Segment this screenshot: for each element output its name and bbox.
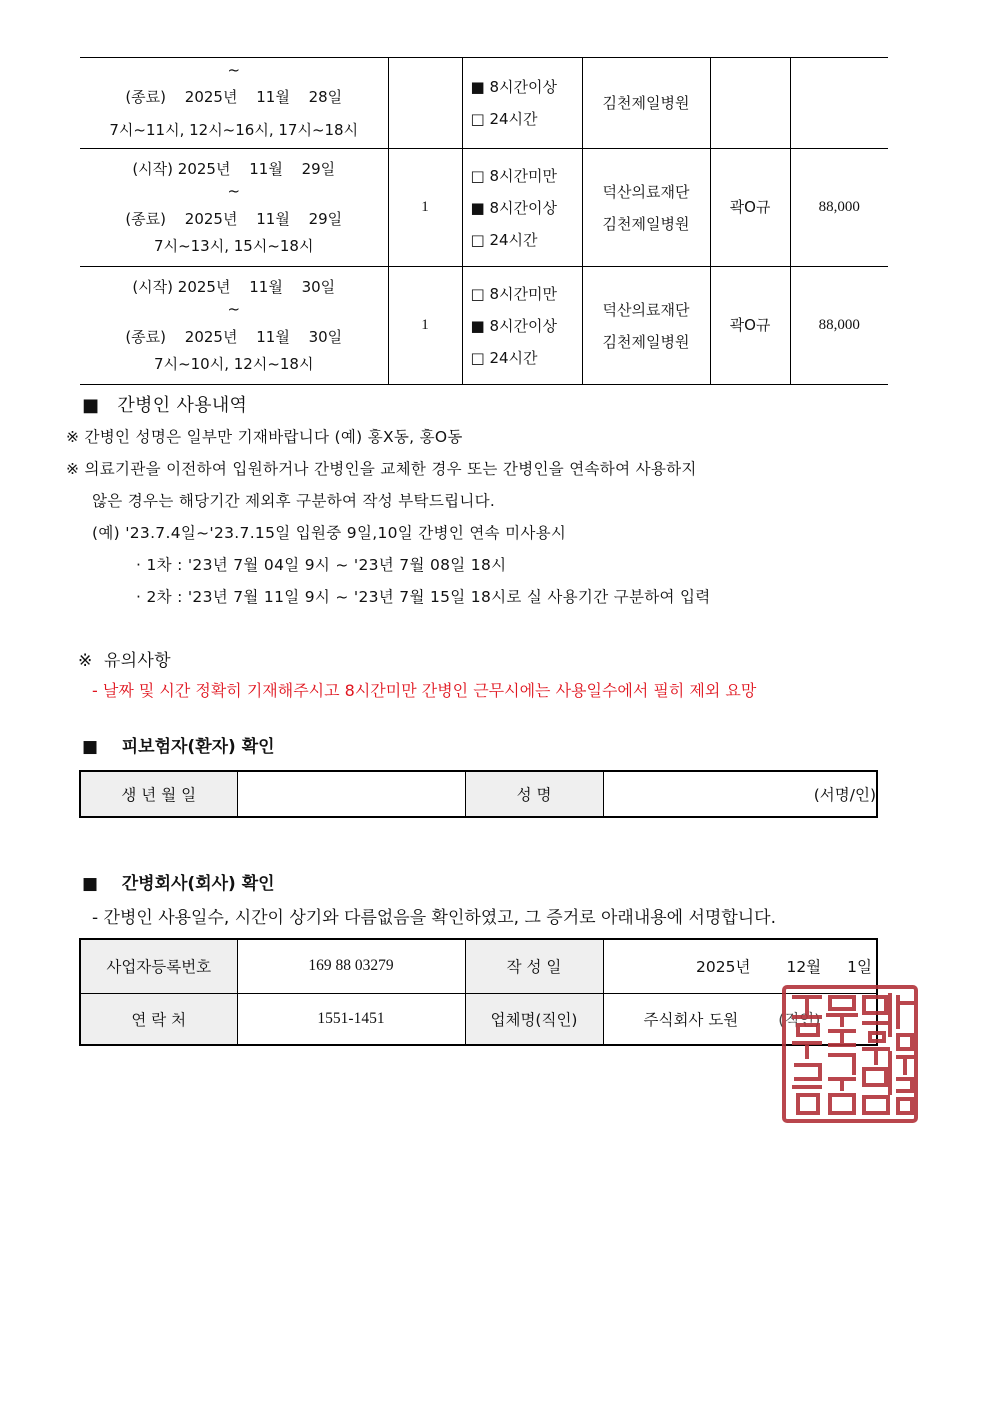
days-cell: [388, 58, 462, 149]
period-tilde: ~: [227, 182, 241, 201]
period-tilde: ~: [227, 300, 241, 319]
checkbox-8h-under[interactable]: □ 8시간미만: [470, 284, 557, 303]
period-cell: [80, 267, 388, 385]
note-transfer-rule-cont: 않은 경우는 해당기간 제외후 구분하여 작성 부탁드립니다.: [92, 492, 496, 510]
usage-section-title: ■ 간병인 사용내역: [82, 395, 248, 416]
example-first: · 1차 : '23년 7월 04일 9시 ~ '23년 7월 08일 18시: [136, 556, 507, 574]
period-cell: [80, 58, 388, 149]
period-times: 7시~11시, 12시~16시, 17시~18시: [109, 121, 359, 140]
type-cell: [462, 149, 582, 267]
seal-hint: (직인): [778, 1010, 821, 1029]
period-cell: [80, 149, 388, 267]
type-cell: [462, 58, 582, 149]
caregiver-cell: [710, 58, 790, 149]
reg-no-value: 169 88 03279: [237, 939, 465, 993]
usage-row: [80, 267, 888, 385]
date-value: 2025년 12월 1일: [603, 939, 877, 993]
usage-table: [80, 57, 888, 385]
example-second: · 2차 : '23년 7월 11일 9시 ~ '23년 7월 15일 18시로 실 사용기간 구분하여 입력: [136, 588, 711, 606]
date-label: 작 성 일: [465, 939, 603, 993]
hospital-cell: 덕산의료재단 김천제일병원: [582, 149, 710, 267]
caution-title: ※ 유의사항: [78, 651, 171, 671]
contact-value: 1551-1451: [237, 993, 465, 1045]
company-seal-stamp: [780, 983, 920, 1125]
period-end: (종료) 2025년 11월 30일: [125, 327, 343, 346]
hospital-cell: 김천제일병원: [582, 58, 710, 149]
period-times: 7시~10시, 12시~18시: [154, 354, 314, 373]
usage-row: [80, 149, 888, 267]
amount-cell: [790, 58, 888, 149]
caregiver-cell: 곽O규: [710, 267, 790, 385]
example-intro: (예) '23.7.4일~'23.7.15일 입원중 9일,10일 간병인 연속 미사용시: [92, 524, 567, 542]
caregiver-cell: 곽O규: [710, 149, 790, 267]
business-name-value: 주식회사 도원 (직인): [603, 993, 877, 1045]
usage-row: [80, 58, 888, 149]
name-sign-field[interactable]: [603, 771, 877, 817]
checkbox-8h-over[interactable]: ■ 8시간이상: [470, 316, 557, 335]
company-table: [79, 938, 878, 1046]
patient-section-title: ■ 피보험자(환자) 확인: [82, 737, 275, 757]
amount-cell: 88,000: [790, 267, 888, 385]
note-transfer-rule: ※ 의료기관을 이전하여 입원하거나 간병인을 교체한 경우 또는 간병인을 연속하여 사용하지: [66, 460, 697, 478]
company-section-title: ■ 간병회사(회사) 확인: [82, 874, 275, 894]
name-label: 성 명: [465, 771, 603, 817]
period-start: (시작) 2025년 11월 30일: [132, 277, 336, 296]
checkbox-8h-over[interactable]: ■ 8시간이상: [470, 78, 557, 96]
caution-text: - 날짜 및 시간 정확히 기재해주시고 8시간미만 간병인 근무시에는 사용일수에서 필히 제외 요망: [92, 681, 757, 700]
period-end: (종료) 2025년 11월 28일: [125, 88, 343, 107]
contact-label: 연 락 처: [80, 993, 237, 1045]
period-start: (시작) 2025년 11월 29일: [132, 159, 336, 178]
business-name-label: 업체명(직인): [465, 993, 603, 1045]
days-cell: 1: [388, 267, 462, 385]
sign-hint: (서명/인): [813, 786, 876, 804]
checkbox-8h-over[interactable]: ■ 8시간이상: [470, 198, 557, 217]
period-end: (종료) 2025년 11월 29일: [125, 209, 343, 228]
checkbox-24h[interactable]: □ 24시간: [470, 230, 538, 249]
type-cell: [462, 267, 582, 385]
amount-cell: 88,000: [790, 149, 888, 267]
checkbox-8h-under[interactable]: □ 8시간미만: [470, 166, 557, 185]
days-cell: 1: [388, 149, 462, 267]
note-name-rule: ※ 간병인 성명은 일부만 기재바랍니다 (예) 홍X동, 홍O동: [66, 428, 463, 446]
reg-no-label: 사업자등록번호: [80, 939, 237, 993]
patient-table: [79, 770, 878, 818]
birth-label: 생 년 월 일: [80, 771, 237, 817]
period-tilde: ~: [227, 60, 241, 79]
checkbox-24h[interactable]: □ 24시간: [470, 348, 538, 367]
hospital-cell: 덕산의료재단 김천제일병원: [582, 267, 710, 385]
period-times: 7시~13시, 15시~18시: [154, 236, 314, 255]
birth-field[interactable]: [237, 771, 465, 817]
checkbox-24h[interactable]: □ 24시간: [470, 110, 538, 128]
company-statement: - 간병인 사용일수, 시간이 상기와 다름없음을 확인하였고, 그 증거로 아래내용에 서명합니다.: [92, 908, 776, 928]
